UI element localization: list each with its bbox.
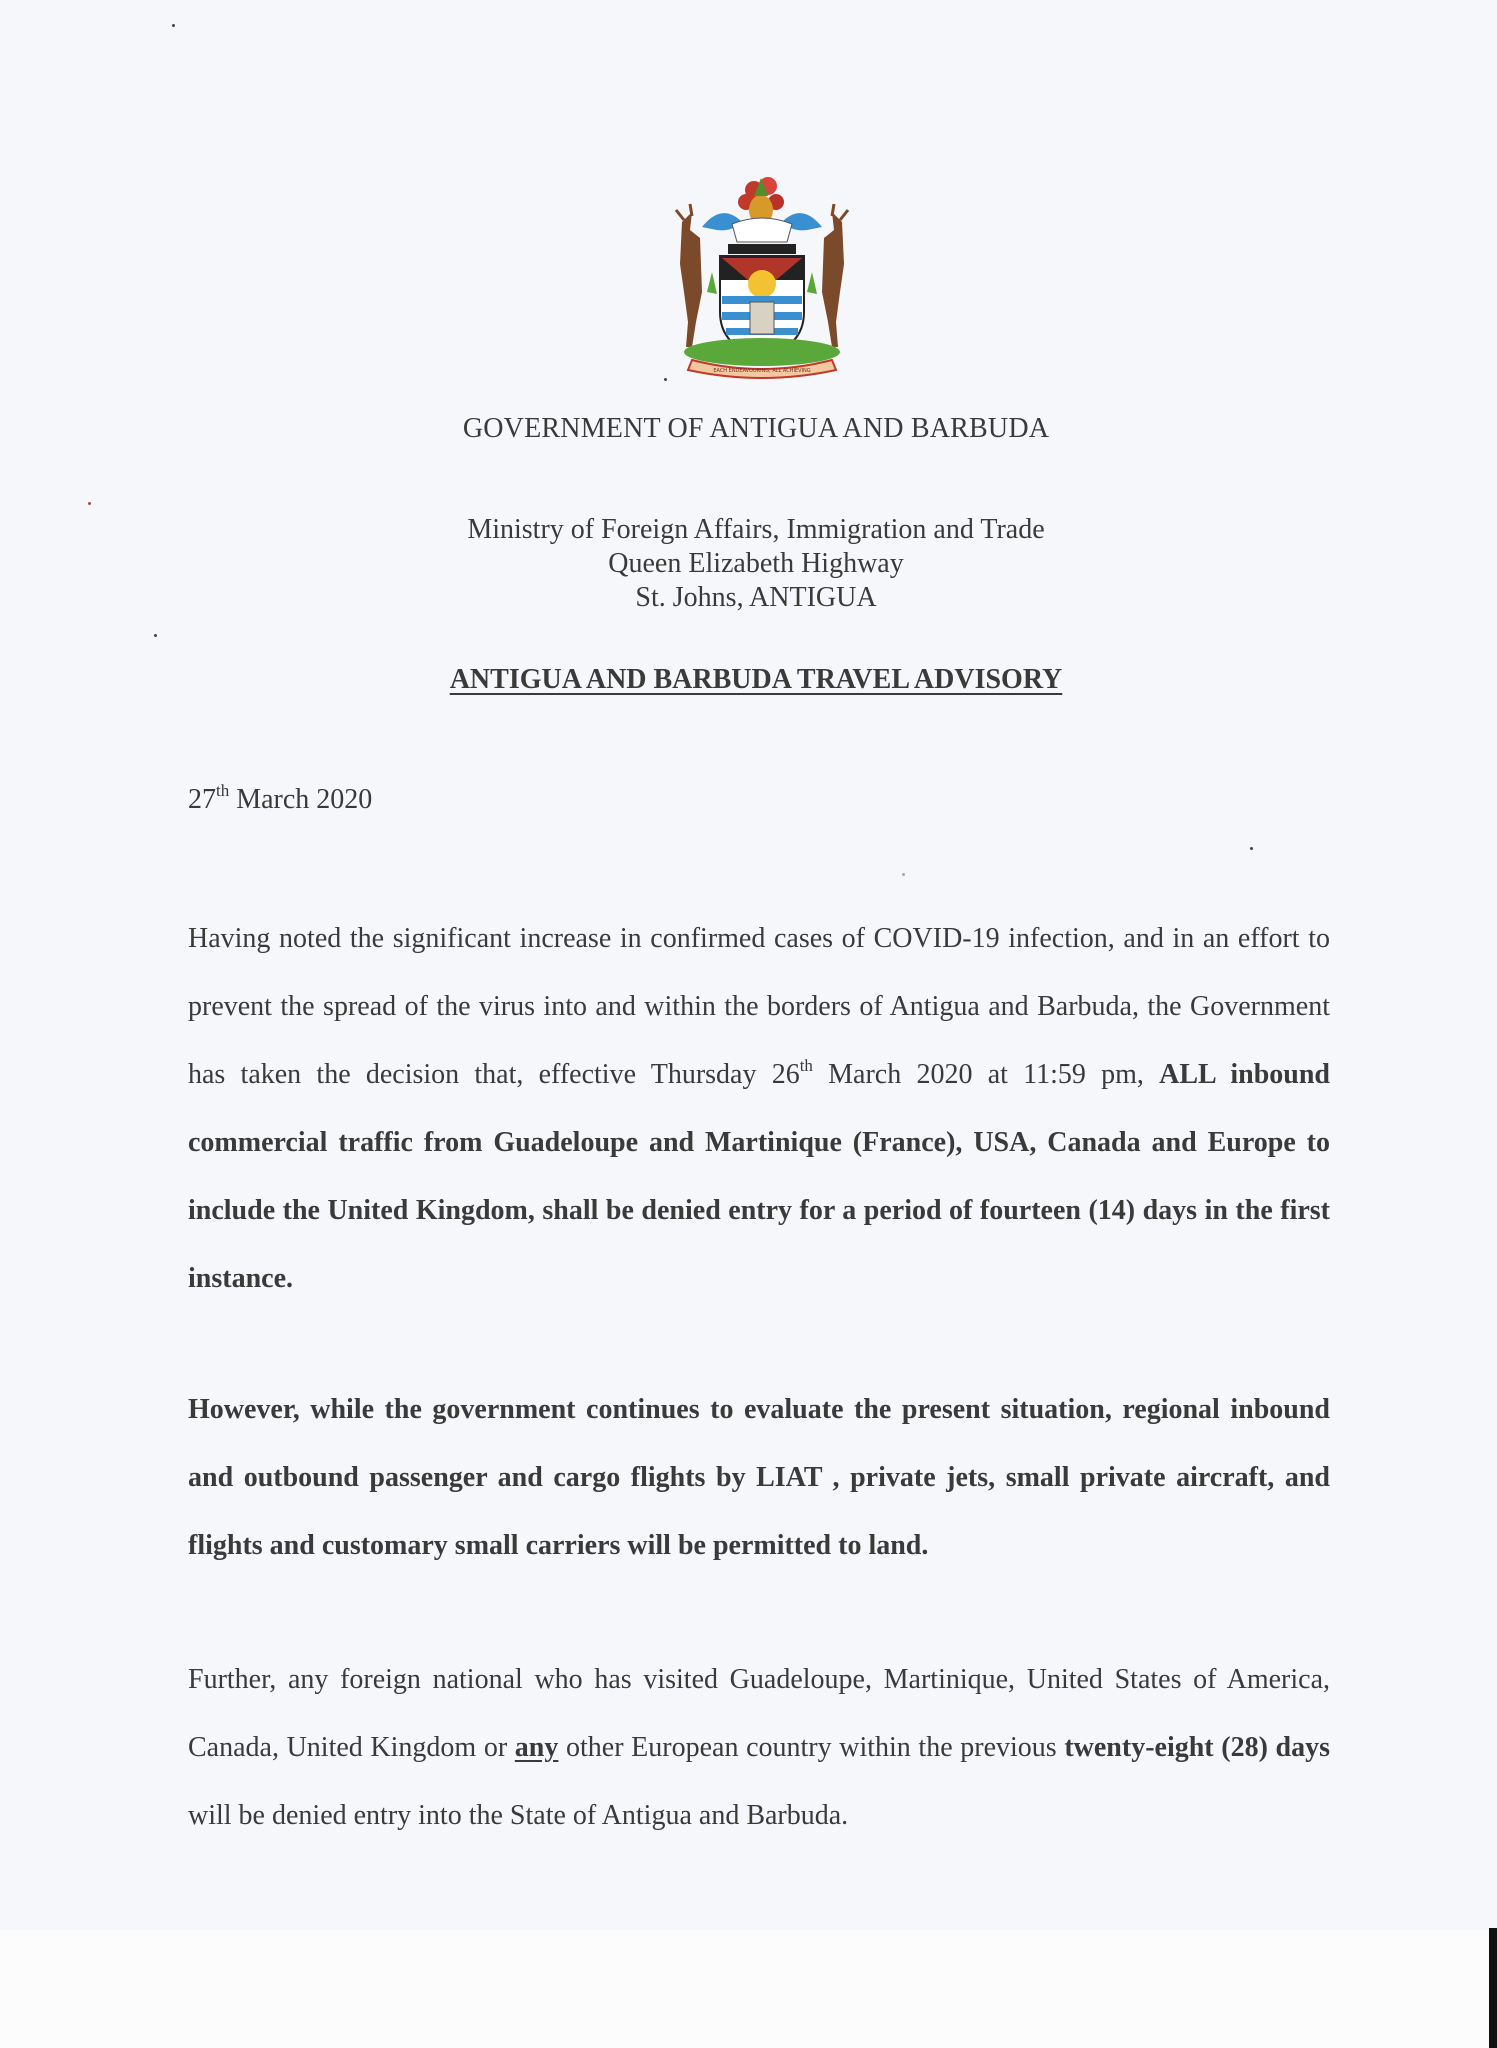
government-heading: GOVERNMENT OF ANTIGUA AND BARBUDA <box>462 413 1050 444</box>
ministry-line: Ministry of Foreign Affairs, Immigration and Trade <box>467 514 1045 545</box>
scan-speck <box>172 24 175 27</box>
scan-speck <box>664 378 667 381</box>
address-line: Queen Elizabeth Highway <box>608 548 904 579</box>
advisory-date <box>188 781 373 816</box>
ministry-address <box>0 513 1497 615</box>
paragraph-permitted-flights: However, while the government continues to evaluate the present situation, regional inbound and outbound passenger and cargo flights by LIAT , private jets, small private aircraft, and flights and customary small carriers will be permitted to land. <box>188 1394 1330 1561</box>
page-bottom-margin <box>0 1930 1497 2048</box>
paragraph-text: March 2020 at 11:59 pm, <box>812 1059 1160 1090</box>
paragraph-text: other European country within the previous <box>558 1732 1065 1763</box>
paragraph-text: Having noted the significant increase in confirmed cases of COVID-19 infection, and in an effort to prevent the spread of the virus into and within the borders of Antigua and Barbuda, the Government has taken the decision that, effective Thursday 26 <box>188 923 1330 1090</box>
date-suffix: th <box>216 781 230 800</box>
date-day: 27 <box>188 784 216 815</box>
paragraph-text: Further, any foreign national who has visited Guadeloupe, Martinique, United States of America, Canada, United Kingdom or <box>188 1664 1330 1763</box>
paragraph-bold-text: twenty-eight (28) days <box>1064 1732 1330 1763</box>
scan-speck <box>154 634 157 637</box>
advisory-title: ANTIGUA AND BARBUDA TRAVEL ADVISORY <box>449 664 1063 695</box>
date-rest: March 2020 <box>236 784 373 815</box>
scan-speck <box>88 502 91 505</box>
city-line: St. Johns, ANTIGUA <box>635 582 877 613</box>
ordinal-suffix: th <box>799 1056 813 1075</box>
coat-of-arms-icon <box>662 172 862 380</box>
scan-edge <box>1489 1928 1497 2048</box>
paragraph-bold-text: ALL inbound commercial traffic from Guadeloupe and Martinique (France), USA, Canada and Europe to include the United Kingdom, shall be denied entry for a period of fourteen (14) days in the first instance. <box>188 1059 1330 1294</box>
paragraph-entry-ban <box>188 905 1330 1313</box>
motto-text: EACH ENDEAVOURING, ALL ACHIEVING <box>713 368 811 374</box>
emphasis-any: any <box>514 1732 559 1763</box>
paragraph-foreign-nationals <box>188 1646 1330 1850</box>
scan-speck <box>902 873 905 876</box>
paragraph-text: will be denied entry into the State of Antigua and Barbuda. <box>188 1800 849 1831</box>
scan-speck <box>1250 847 1253 850</box>
